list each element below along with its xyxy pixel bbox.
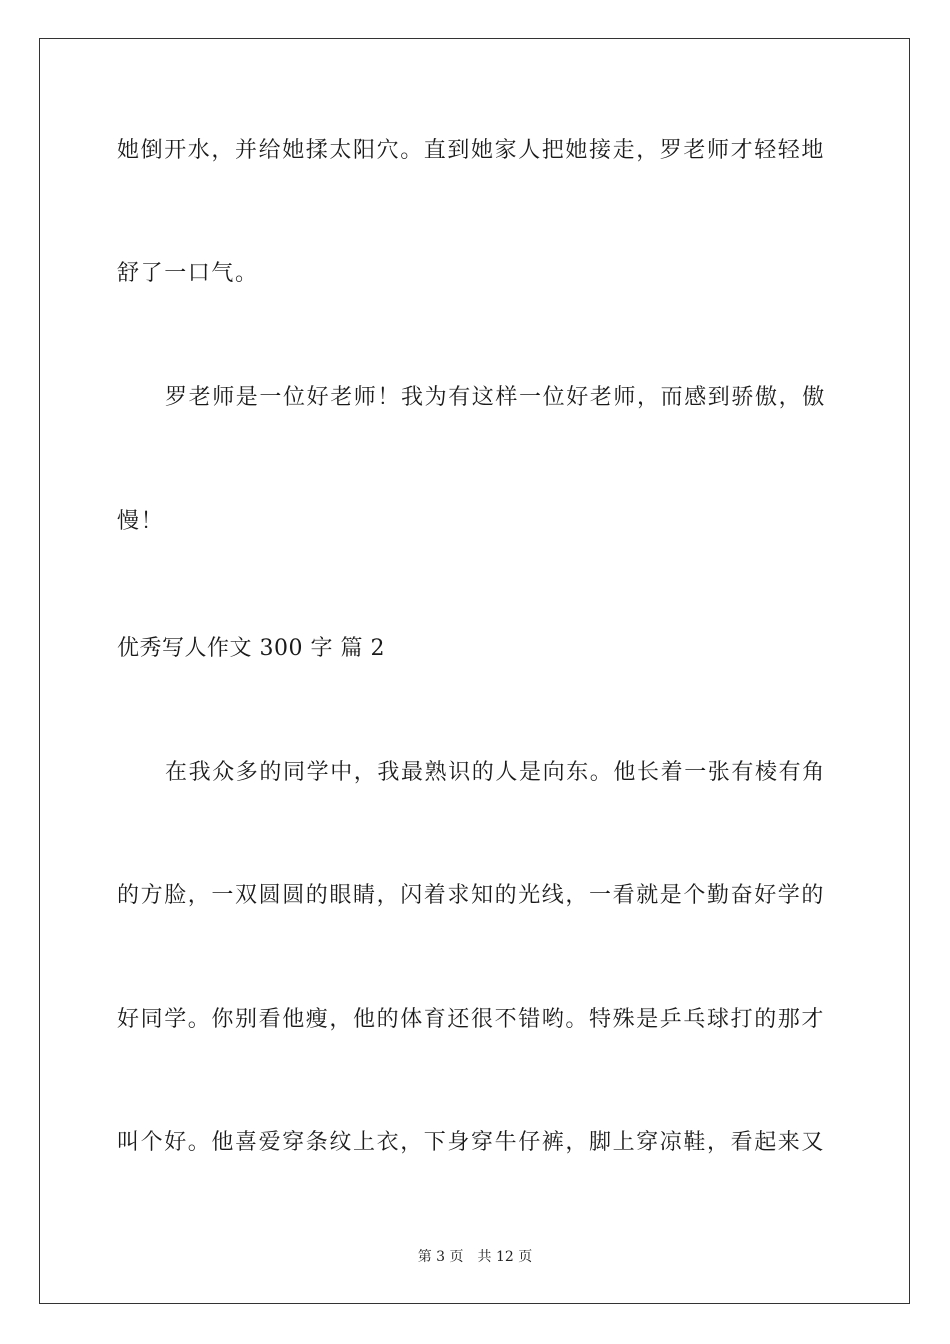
text-line-4: 慢！: [117, 509, 165, 534]
text-line-7: 好同学。你别看他瘦，他的体育还很不错哟。特殊是乒乓球打的那才: [117, 1007, 826, 1032]
text-line-1: 她倒开水，并给她揉太阳穴。直到她家人把她接走，罗老师才轻轻地: [117, 138, 826, 163]
page-border: [39, 38, 910, 1304]
text-line-5: 在我众多的同学中，我最熟识的人是向东。他长着一张有棱有角: [165, 760, 826, 785]
page-total: 共 12 页: [477, 1249, 533, 1265]
text-line-2: 舒了一口气。: [117, 261, 259, 286]
text-line-8: 叫个好。他喜爱穿条纹上衣，下身穿牛仔裤，脚上穿凉鞋，看起来又: [117, 1130, 826, 1155]
text-line-3: 罗老师是一位好老师！我为有这样一位好老师，而感到骄傲，傲: [165, 385, 826, 410]
section-heading: 优秀写人作文 300 字 篇 2: [117, 636, 385, 661]
page-footer: [0, 1248, 950, 1266]
text-line-6: 的方脸，一双圆圆的眼睛，闪着求知的光线，一看就是个勤奋好学的: [117, 883, 826, 908]
page-number: 第 3 页: [417, 1249, 464, 1265]
